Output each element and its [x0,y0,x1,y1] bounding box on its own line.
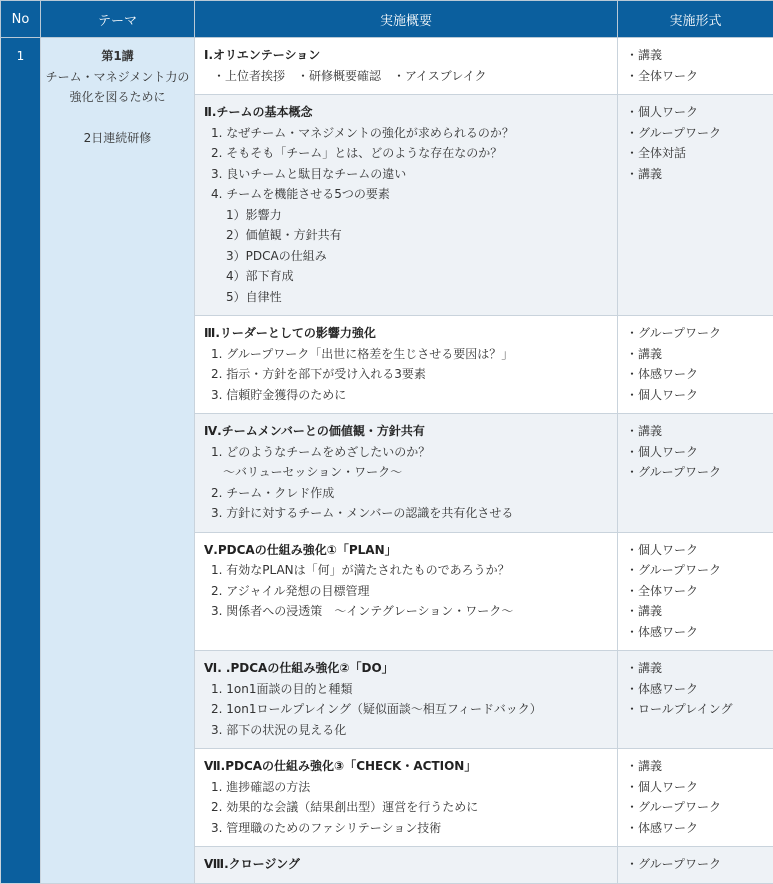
section-formats [618,414,773,533]
format-item: ・講義 [626,45,767,66]
section-line: 3. 方針に対するチーム・メンバーの認識を共有化させる [204,503,611,524]
format-item: ・グループワーク [626,560,767,581]
section-content [195,651,618,749]
section-line: 3. 管理職のためのファシリテーション技術 [204,818,611,839]
section-line: 1. 進捗確認の方法 [204,777,611,798]
section-formats [618,316,773,414]
header-content: 実施概要 [195,1,618,38]
section-line: 1. グループワーク「出世に格差を生じさせる要因は？」 [204,344,611,365]
row-number: 1 [1,38,41,884]
theme-line: チーム・マネジメント力の [45,67,190,88]
section-formats [618,651,773,749]
section-subline: 2）価値観・方針共有 [204,225,611,246]
section-line: 3. 関係者への浸透策 〜インテグレーション・ワーク〜 [204,601,611,622]
header-format: 実施形式 [618,1,773,38]
format-item: ・グループワーク [626,323,767,344]
section-formats [618,95,773,316]
format-item: ・体感ワーク [626,679,767,700]
section-formats [618,749,773,847]
format-item: ・グループワーク [626,123,767,144]
format-item: ・個人ワーク [626,442,767,463]
section-formats [618,532,773,651]
section-line: 2. 1on1ロールプレイング（疑似面談〜相互フィードバック） [204,699,611,720]
section-content [195,95,618,316]
format-item: ・グループワーク [626,854,767,875]
section-line: 3. 信頼貯金獲得のために [204,385,611,406]
section-line: 1. なぜチーム・マネジメントの強化が求められるのか？ [204,123,611,144]
section-content [195,749,618,847]
theme-cell [41,38,195,884]
theme-title: 第1講 [45,46,190,67]
header-no: No [1,1,41,38]
format-item: ・ロールプレイング [626,699,767,720]
section-line: 3. 部下の状況の見える化 [204,720,611,741]
section-row [1,38,773,95]
format-item: ・体感ワーク [626,622,767,643]
header-row [1,1,773,38]
section-title: Ⅳ.チームメンバーとの価値観・方針共有 [204,421,611,442]
section-content [195,38,618,95]
section-content [195,414,618,533]
section-line: 4. チームを機能させる5つの要素 [204,184,611,205]
section-title: Ⅵ. .PDCAの仕組み強化②「DO」 [204,658,611,679]
format-item: ・講義 [626,756,767,777]
section-line: 1. どのようなチームをめざしたいのか？ [204,442,611,463]
format-item: ・講義 [626,601,767,622]
section-subline: 3）PDCAの仕組み [204,246,611,267]
format-item: ・体感ワーク [626,818,767,839]
section-line: ・上位者挨拶 ・研修概要確認 ・アイスブレイク [204,66,611,87]
section-line: 2. アジャイル発想の目標管理 [204,581,611,602]
format-item: ・グループワーク [626,797,767,818]
section-subline: 1）影響力 [204,205,611,226]
section-title: Ⅰ.オリエンテーション [204,45,611,66]
format-item: ・個人ワーク [626,102,767,123]
format-item: ・全体ワーク [626,66,767,87]
format-item: ・講義 [626,164,767,185]
format-item: ・体感ワーク [626,364,767,385]
section-line: 〜バリューセッション・ワーク〜 [204,462,611,483]
section-content [195,532,618,651]
section-title: Ⅲ.リーダーとしての影響力強化 [204,323,611,344]
section-line: 2. チーム・クレド作成 [204,483,611,504]
format-item: ・個人ワーク [626,540,767,561]
section-line: 2. 指示・方針を部下が受け入れる3要素 [204,364,611,385]
theme-line: 強化を図るために [45,87,190,108]
section-formats [618,38,773,95]
section-line: 1. 有効なPLANは「何」が満たされたものであろうか？ [204,560,611,581]
theme-spacer [45,108,190,128]
section-line: 1. 1on1面談の目的と種類 [204,679,611,700]
section-line: 2. 効果的な会議（結果創出型）運営を行うために [204,797,611,818]
section-title: Ⅴ.PDCAの仕組み強化①「PLAN」 [204,540,611,561]
format-item: ・個人ワーク [626,385,767,406]
section-title: Ⅶ.PDCAの仕組み強化③「CHECK・ACTION」 [204,756,611,777]
theme-note: 2日連続研修 [45,128,190,149]
format-item: ・講義 [626,421,767,442]
section-title: Ⅷ.クロージング [204,854,611,875]
format-item: ・講義 [626,658,767,679]
header-theme: テーマ [41,1,195,38]
format-item: ・全体対話 [626,143,767,164]
section-content [195,316,618,414]
section-subline: 4）部下育成 [204,266,611,287]
section-line: 3. 良いチームと駄目なチームの違い [204,164,611,185]
section-line: 2. そもそも「チーム」とは、どのような存在なのか？ [204,143,611,164]
section-formats [618,847,773,884]
section-subline: 5）自律性 [204,287,611,308]
format-item: ・全体ワーク [626,581,767,602]
format-item: ・講義 [626,344,767,365]
format-item: ・グループワーク [626,462,767,483]
format-item: ・個人ワーク [626,777,767,798]
section-title: Ⅱ.チームの基本概念 [204,102,611,123]
section-content [195,847,618,884]
